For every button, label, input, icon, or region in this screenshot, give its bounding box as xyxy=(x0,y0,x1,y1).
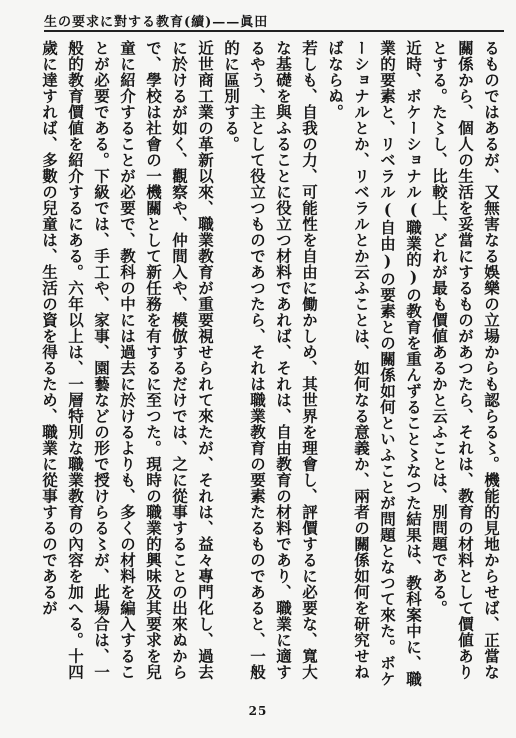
page-number: 25 xyxy=(248,704,268,718)
running-header xyxy=(44,8,504,32)
vertical-body-text xyxy=(40,40,504,688)
paragraph: 近時、ボケーショナル(職業的)の教育を重んずること〻なつた結果は、教科案中に、職業的要素と、リベラル(自由)の要素との關係如何といふことが問題となつて來た。ボケーショナルとか、リベラルとか云ふことは、如何なる意義か、兩者の關係如何を研究せねばならぬ。 xyxy=(326,40,423,687)
header-rule xyxy=(44,30,504,32)
paragraph: 近世商工業の革新以來、職業教育が重要視せられて來たが、それは、益々專門化し、過去に於けるが如く、觀察や、仲間入や、模倣するだけでは、之に從事することの出來ぬからで、學校は社會の一機關として新任務を有するに至つた。現時の職業的興味及其要求を兒童に紹介することが必要で、教科の中には過去に於けるよりも、多くの材料を編入することが必要である。下級では、手工や、家事、園藝などの形で授けらる〻が、此場合は、一般的教育價値を紹介するにある。六年以上は、一層特別な職業教育の內容を加へる。十四歲に達すれば、多數の兒童は、生活の資を得るため、職業に從事するのであるが xyxy=(40,40,215,680)
paragraph: るものではあるが、又無害なる娛樂の立場からも認らる〻。機能的見地からせば、正當な關係から、個人の生活を妥當にするものがあつたら、それは、教育の材料として價値ありとする。た〻し、比較上、どれが最も價値あるかと云ふことは、別問題である。 xyxy=(430,40,501,680)
paragraph: 若しも、自我の力、可能性を自由に働かしめ、其世界を理會し、評價するに必要な、寬大な基礎を與ふることに役立つ材料であれば、それは、自由教育の材料であり、職業に適するやう、主として役立つものであつたら、それは職業教育の要素たるものであると、一般的に區別する。 xyxy=(222,40,319,680)
running-header-title: 生の要求に對する教育(續)——眞田 xyxy=(44,15,269,30)
